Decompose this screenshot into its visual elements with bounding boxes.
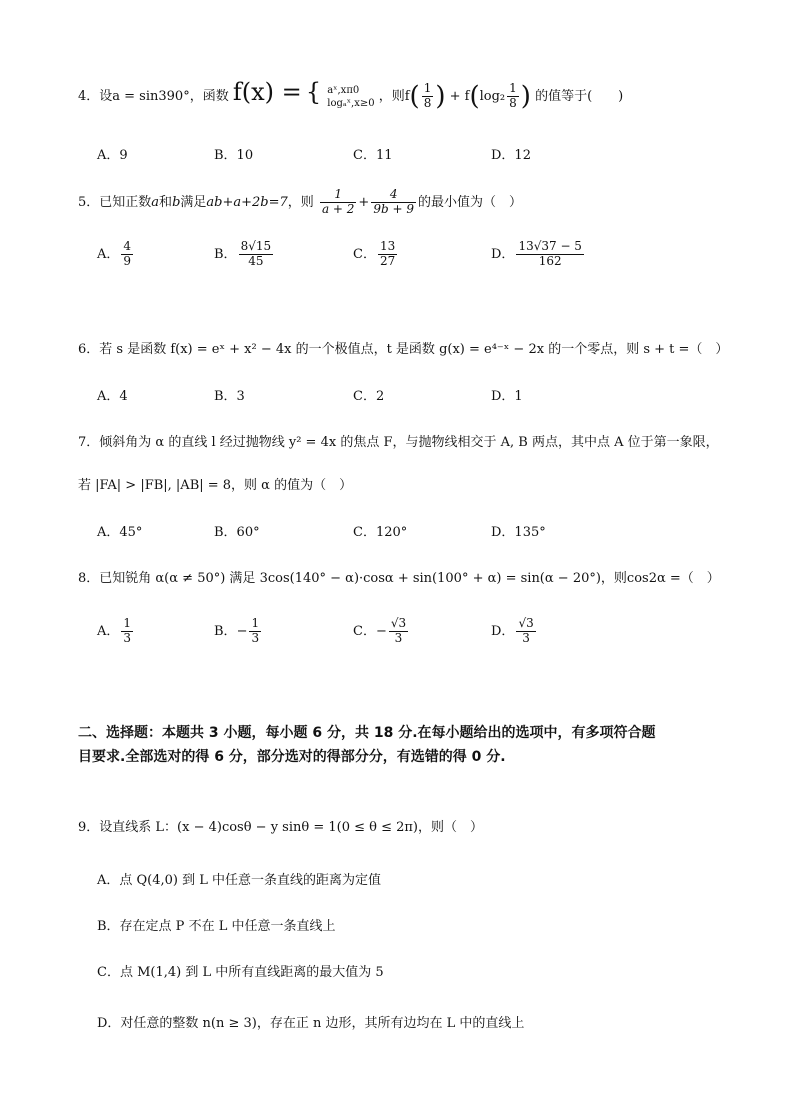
q5-option-a[interactable] bbox=[97, 240, 135, 269]
q4-suffix: 的值等于( ) bbox=[535, 89, 624, 104]
q6-option-c[interactable]: C．2 bbox=[353, 389, 385, 404]
q5-cond: 满足 bbox=[180, 194, 207, 210]
q8-option-c-sign: − bbox=[375, 623, 387, 639]
q8-option-d-num: √3 bbox=[518, 616, 534, 630]
q4-frac-2 bbox=[507, 82, 519, 111]
q5-option-d[interactable] bbox=[491, 240, 586, 269]
q5-option-a-label: A． bbox=[97, 246, 120, 262]
q4-piecewise bbox=[327, 84, 374, 110]
question-4: 4．设a = sin390°，函数 f(x) = { aˣ,xπ0 logₐˣ,x≥0 ，则f( $\frac{1}{8}$ ) + f(log₂ $\frac{1}{8}$ ) 的值等于( ) bbox=[78, 78, 624, 112]
q4-frac-1 bbox=[422, 82, 434, 111]
q4-frac-1-num: 1 bbox=[423, 81, 432, 96]
question-8: 8．已知锐角 α(α ≠ 50°) 满足 3cos(140° − α)·cosα + sin(100° + α) = sin(α − 20°)，则cos2α =（ ） bbox=[78, 571, 720, 586]
question-6: 6．若 s 是函数 f(x) = eˣ + x² − 4x 的一个极值点，t 是函数 g(x) = e⁴⁻ˣ − 2x 的一个零点，则 s + t =（ ） bbox=[78, 342, 729, 357]
q5-option-b-den: 45 bbox=[248, 253, 264, 268]
q8-option-a[interactable] bbox=[97, 617, 135, 646]
q5-option-a-frac bbox=[121, 240, 133, 269]
q4-mid: ，则f bbox=[378, 89, 410, 104]
q4-prefix: 4．设a = sin390°，函数 bbox=[78, 89, 229, 104]
q6-option-b[interactable]: B．3 bbox=[214, 389, 245, 404]
q4-option-a[interactable]: A．9 bbox=[97, 148, 128, 163]
q4-frac-1-den: 8 bbox=[423, 96, 432, 110]
q5-frac-1-num: 1 bbox=[320, 188, 356, 203]
q8-option-c[interactable] bbox=[353, 617, 410, 646]
question-7-line-2: 若 |FA| > |FB|, |AB| = 8，则 α 的值为（ ） bbox=[78, 478, 353, 493]
q8-option-b-sign: − bbox=[236, 623, 248, 639]
q4-frac-2-num: 1 bbox=[509, 81, 517, 96]
q4-fx: f(x) = bbox=[232, 78, 302, 106]
q5-suffix: 的最小值为（ ） bbox=[417, 194, 522, 210]
q6-option-a[interactable]: A．4 bbox=[97, 389, 128, 404]
q4-frac-2-den: 8 bbox=[509, 96, 517, 110]
q7-option-b[interactable]: B．60° bbox=[214, 525, 260, 540]
q4-option-b[interactable]: B．10 bbox=[214, 148, 254, 163]
q5-option-b-frac bbox=[239, 240, 274, 269]
q4-brace: { bbox=[305, 78, 322, 106]
q5-prefix: 5．已知正数 bbox=[78, 194, 152, 210]
q8-option-d-frac bbox=[516, 617, 535, 646]
q5-frac-2-num: 4 bbox=[371, 188, 416, 203]
q7-option-c[interactable]: C．120° bbox=[353, 525, 408, 540]
q5-plus: + bbox=[358, 194, 370, 210]
q8-option-c-den: 3 bbox=[394, 630, 403, 645]
section-2-heading-line-1: 二、选择题：本题共 3 小题，每小题 6 分，共 18 分.在每小题给出的选项中，有多项符合题 bbox=[78, 725, 656, 741]
q5-and: 和 bbox=[159, 194, 173, 210]
q5-option-c-frac bbox=[378, 240, 397, 269]
q5-option-a-den: 9 bbox=[123, 253, 132, 268]
q9-option-a[interactable]: A．点 Q(4,0) 到 L 中任意一条直线的距离为定值 bbox=[97, 873, 382, 888]
q5-frac-1 bbox=[320, 188, 356, 217]
q9-option-c[interactable]: C．点 M(1,4) 到 L 中所有直线距离的最大值为 5 bbox=[97, 965, 384, 980]
q8-option-b-num: 1 bbox=[251, 616, 260, 630]
q6-option-d[interactable]: D．1 bbox=[491, 389, 523, 404]
q5-eq: ab+a+2b=7 bbox=[206, 194, 288, 210]
q4-plus-f: + f bbox=[449, 89, 470, 104]
q8-option-a-label: A． bbox=[97, 623, 120, 639]
q5-option-d-den: 162 bbox=[538, 253, 562, 268]
q5-option-c-label: C． bbox=[353, 246, 376, 262]
question-9: 9．设直线系 L：(x − 4)cosθ − y sinθ = 1(0 ≤ θ ≤ 2π)，则（ ） bbox=[78, 820, 484, 835]
q4-option-c[interactable]: C．11 bbox=[353, 148, 393, 163]
q8-option-d-label: D． bbox=[491, 623, 515, 639]
q8-option-a-den: 3 bbox=[123, 630, 132, 645]
q8-option-b-den: 3 bbox=[251, 630, 260, 645]
q5-option-d-num: 13√37 − 5 bbox=[518, 239, 582, 253]
q5-option-b-label: B． bbox=[214, 246, 237, 262]
q5-option-c-num: 13 bbox=[379, 239, 396, 253]
q5-option-b-num: 8√15 bbox=[240, 239, 272, 253]
q9-option-d[interactable]: D．对任意的整数 n(n ≥ 3)，存在正 n 边形，其所有边均在 L 中的直线上 bbox=[97, 1016, 525, 1031]
question-5 bbox=[78, 188, 522, 217]
q5-frac-1-den: a + 2 bbox=[321, 201, 355, 216]
q5-then: ，则 bbox=[287, 194, 314, 210]
q5-option-b[interactable] bbox=[214, 240, 275, 269]
q8-option-d-den: 3 bbox=[522, 630, 530, 645]
q8-option-b-label: B． bbox=[214, 623, 237, 639]
question-7-line-1: 7．倾斜角为 α 的直线 l 经过抛物线 y² = 4x 的焦点 F，与抛物线相交于 A, B 两点，其中点 A 位于第一象限， bbox=[78, 435, 719, 450]
q8-option-b-frac bbox=[249, 617, 261, 646]
q5-var-a: a bbox=[151, 194, 160, 210]
q8-option-c-label: C． bbox=[353, 623, 376, 639]
section-2-heading-line-2: 目要求.全部选对的得 6 分，部分选对的得部分分，有选错的得 0 分. bbox=[78, 749, 506, 765]
q4-option-d[interactable]: D．12 bbox=[491, 148, 531, 163]
q8-option-c-frac bbox=[389, 617, 408, 646]
q5-frac-2 bbox=[371, 188, 416, 217]
q7-option-d[interactable]: D．135° bbox=[491, 525, 546, 540]
q8-option-b[interactable] bbox=[214, 617, 263, 646]
q5-option-d-frac bbox=[516, 240, 584, 269]
q8-option-a-frac bbox=[121, 617, 133, 646]
q5-option-d-label: D． bbox=[491, 246, 515, 262]
q5-var-b: b bbox=[172, 194, 181, 210]
q5-frac-2-den: 9b + 9 bbox=[373, 201, 414, 216]
q8-option-c-num: √3 bbox=[390, 616, 407, 630]
q5-option-a-num: 4 bbox=[123, 239, 132, 253]
q4-log-base: log₂ bbox=[479, 89, 506, 104]
q5-option-c-den: 27 bbox=[379, 253, 396, 268]
q8-option-d[interactable] bbox=[491, 617, 538, 646]
q7-option-a[interactable]: A．45° bbox=[97, 525, 143, 540]
q8-option-a-num: 1 bbox=[123, 616, 132, 630]
q9-option-b[interactable]: B．存在定点 P 不在 L 中任意一条直线上 bbox=[97, 919, 336, 934]
q4-case1: aˣ,xπ0 bbox=[327, 84, 360, 96]
q5-option-c[interactable] bbox=[353, 240, 399, 269]
q4-case2: logₐˣ,x≥0 bbox=[327, 97, 375, 109]
